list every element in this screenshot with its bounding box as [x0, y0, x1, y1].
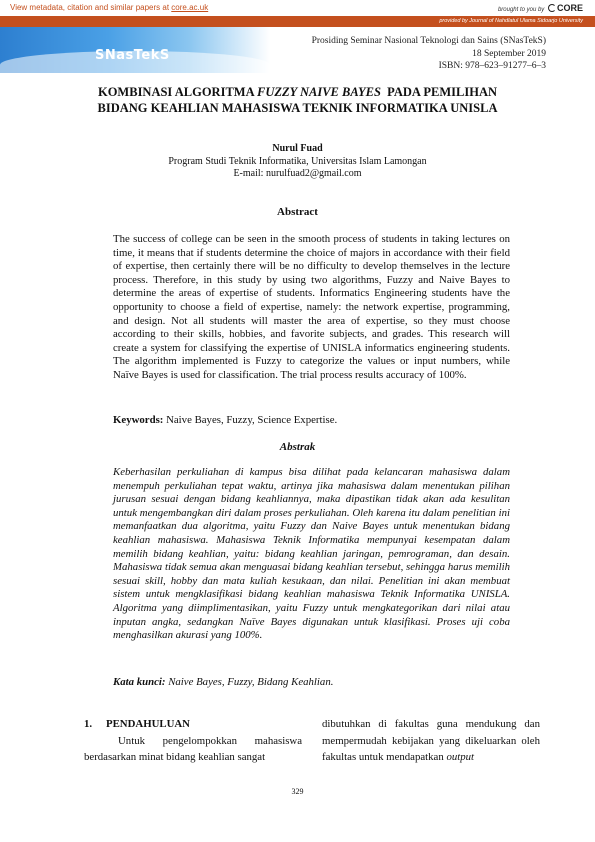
core-logo-icon: [548, 4, 556, 12]
core-banner: [0, 0, 595, 16]
section-heading: [84, 716, 302, 733]
core-brought-by[interactable]: [498, 3, 583, 13]
conference-isbn: ISBN: 978–623–91277–6–3: [438, 61, 546, 71]
abstract-heading: Abstract: [277, 206, 318, 218]
title-part-1: KOMBINASI ALGORITMA: [97, 85, 258, 99]
keywords-text: Naive Bayes, Fuzzy, Science Expertise.: [163, 414, 338, 426]
provided-by-text[interactable]: provided by Journal of Nahdlatul Ulama Sidoarjo University: [439, 18, 583, 24]
body-italic-word: output: [446, 751, 475, 763]
body-column-left: [84, 716, 302, 766]
kata-kunci-text: Naive Bayes, Fuzzy, Bidang Keahlian.: [165, 676, 334, 688]
paper-title: [60, 84, 535, 116]
abstrak-heading: Abstrak: [279, 441, 316, 453]
author-affiliation: Program Studi Teknik Informatika, Universitas Islam Lamongan: [168, 155, 427, 167]
keywords-label: Keywords:: [113, 414, 164, 426]
title-part-3: PADA PEMILIHAN: [380, 85, 498, 99]
body-column-right: [322, 716, 540, 766]
title-line-1: [60, 84, 535, 100]
title-line-2: BIDANG KEAHLIAN MAHASISWA TEKNIK INFORMATIKA UNISLA: [97, 101, 498, 115]
body-paragraph-right: dibutuhkan di fakultas guna mendukung dan mempermudah kebijakan yang dikeluarkan oleh fakultas untuk mendapatkan: [322, 718, 540, 763]
core-logo: [548, 3, 583, 13]
provider-bar: [0, 16, 595, 27]
title-part-italic: FUZZY NAIVE BAYES: [257, 85, 381, 99]
kata-kunci-line: [113, 676, 510, 688]
body-paragraph-left: Untuk pengelompokkan mahasiswa berdasarkan minat bidang keahlian sangat: [84, 734, 302, 763]
snasteks-logo-text: SNasTekS: [95, 48, 170, 63]
author-block: [60, 143, 535, 181]
kata-kunci-label: Kata kunci:: [113, 676, 166, 688]
author-email: E-mail: nurulfuad2@gmail.com: [233, 168, 362, 179]
conference-date: 18 September 2019: [472, 48, 546, 59]
section-title: PENDAHULUAN: [106, 718, 190, 730]
section-number: 1.: [84, 718, 93, 730]
abstrak-text: Keberhasilan perkuliahan di kampus bisa dilihat pada kelancaran mahasiswa dalam menempuh perkuliahan tepat waktu, artinya jika mahasiswa dalam menentukan pilihan jurusan sesuai dengan bidang keahliannya, maka dipastikan tidak akan ada kesulitan untuk mengembangkan diri dalam proses perkuliahan. Oleh karena itu dalam penelitian ini memanfaatkan dua algoritma, yaitu Fuzzy dan Naive Bayes untuk menentukan bidang keahlian mahasiswa. Mahasiswa Teknik Informatika mempunyai kesempatan dalam memilih bidang keahlian, yaitu: bidang keahlian jaringan, pemrograman, dan desain. Mahasiswa tidak semua akan menguasai bidang keahlian tersebut, sehingga harus memilih sesuai skill, hobby dan mata kuliah kesukaan, dan nilai. Penelitian ini akan membuat sistem untuk mengklasifikasi bidang keahlian mahasiswa Teknik Informatika UNISLA. Algoritma yang diimplimentasikan, yaitu Fuzzy untuk mengkategorikan dari nilai atau inputan angka, sedangkan Naïve Bayes digunakan untuk klasifikasi. Proses uji coba menghasilkan akurasi yang 100%.: [113, 466, 510, 642]
snasteks-logo-banner: [0, 27, 270, 73]
core-logo-text: CORE: [556, 3, 583, 13]
core-metadata-link-area[interactable]: [10, 3, 208, 12]
core-metadata-text: View metadata, citation and similar papers at: [10, 3, 170, 12]
page-number: 329: [291, 787, 304, 796]
core-link[interactable]: core.ac.uk: [171, 3, 209, 12]
conference-name: Prosiding Seminar Nasional Teknologi dan Sains (SNasTekS): [311, 36, 546, 46]
conference-info: [312, 35, 546, 73]
abstract-text: The success of college can be seen in the smooth process of students in taking lectures on time, it means that if students determine the choice of majors in accordance with their field of expertise, then certainly there will be no difficulty to develop themselves in the lecture process. Therefore, in this study by using two algorithms, Fuzzy and Naive Bayes to determine the areas of expertise of students. Informatics Engineering students have the opportunity to choose a field of expertise, namely: the network expertise, programming, and design. Not all students will master the area of expertise, so they must choose according to their skills, hobbies, and favorite subjects, and grades. This research will create a system for classifying the expertise of UNISLA informatics engineering students. The algorithm implemented is Fuzzy to categorize the values or input numbers, while Naïve Bayes is used for classification. The trial process results accuracy of 100%.: [113, 233, 510, 381]
keywords-line: [113, 414, 510, 426]
author-name: Nurul Fuad: [272, 143, 323, 154]
brought-by-text: brought to you by: [497, 7, 545, 13]
